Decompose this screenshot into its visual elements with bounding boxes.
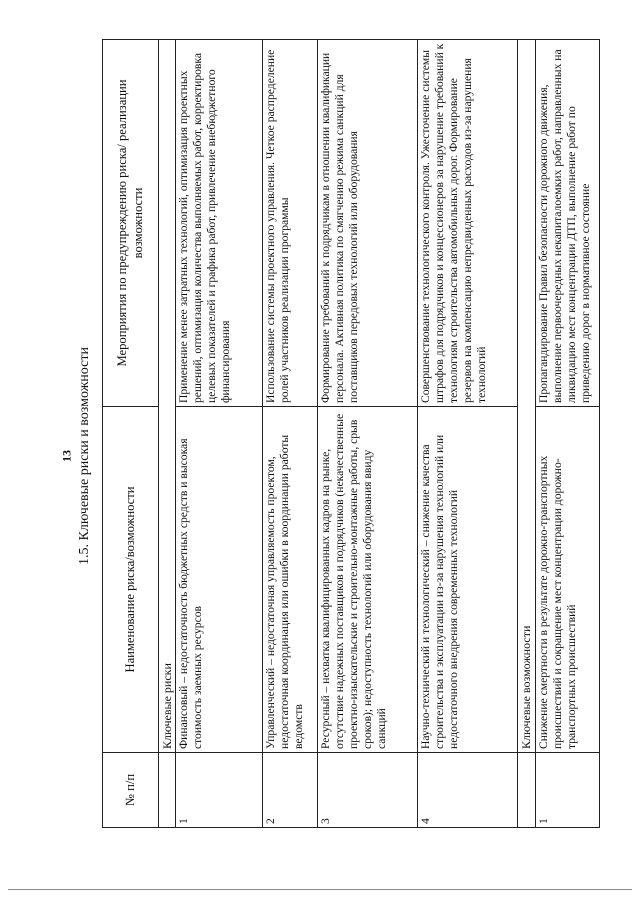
group-row-risks <box>159 40 176 828</box>
group-title-opportunities: Ключевые возможности <box>518 40 535 753</box>
risk-table <box>102 39 600 828</box>
risk-name: Ресурсный – нехватка квалифицированных кадров на рынке, отсутствие надежных поставщиков и подрядчиков (некачественные проектно-изыскательские и строительно-монтажные работы, срыв сроков); недоступность технологий или оборудования ввиду санкций <box>318 407 418 753</box>
risk-name: Финансовый – недостаточность бюджетных средств и высокая стоимость заемных ресурсов <box>176 407 263 753</box>
header-row <box>103 40 159 828</box>
header-num: № п/п <box>103 753 159 828</box>
header-name: Наименование риска/возможности <box>103 407 159 753</box>
page-number: 13 <box>59 450 74 462</box>
risk-name: Управленческий – недостаточная управляемость проектом, недостаточная координация или ошибки в координации работы ведомств <box>263 407 318 753</box>
opportunity-name: Снижение смертности в результате дорожно-транспортных происшествий и сокращение мест концентрации дорожно-транспортных происшествий <box>535 407 599 753</box>
row-num: 3 <box>318 753 418 828</box>
risk-measures: Применение менее затратных технологий, оптимизация проектных решений, оптимизация количества выполняемых работ, корректировка целевых показателей и графика работ, привлечение внебюджетного финансирования <box>176 40 263 407</box>
row-num: 4 <box>418 753 518 828</box>
table-row <box>535 40 599 828</box>
table-row <box>263 40 318 828</box>
row-num: 1 <box>176 753 263 828</box>
opportunity-measures: Пропагандирование Правил безопасности дорожного движения, выполнение первоочередных некапиталоемких работ, направленных на ликвидацию мест концентрации ДТП, выполнение работ по приведению дорог в нормативное состояние <box>535 40 599 407</box>
risk-name: Научно-технический и технологический – снижение качества строительства и эксплуатации из-за нарушения технологий или недостаточного внедрения современных технологий <box>418 407 518 753</box>
table-header <box>103 40 159 828</box>
rotated-table-container <box>102 40 590 828</box>
risk-measures: Использование системы проектного управления. Четкое распределение ролей участников реализации программы <box>263 40 318 407</box>
table-row <box>318 40 418 828</box>
risk-measures: Формирование требований к подрядчикам в отношении квалификации персонала. Активная политика по смягчению режима санкций для поставщиков передовых технологий или оборудования <box>318 40 418 407</box>
group-row-opportunities <box>518 40 535 828</box>
row-num: 1 <box>535 753 599 828</box>
page-bottom-rule <box>8 889 632 890</box>
table-row <box>176 40 263 828</box>
table-row <box>418 40 518 828</box>
risk-measures: Совершенствование технологического контроля. Ужесточение системы штрафов для подрядчиков и концессионеров за нарушение требований к технологиям строительства автомобильных дорог. Формирование резервов на компенсацию непредвиденных расходов из-за нарушения технологий <box>418 40 518 407</box>
row-num: 2 <box>263 753 318 828</box>
group-title-risks: Ключевые риски <box>159 40 176 753</box>
header-measures: Мероприятия по предупреждению риска/ реализации возможности <box>103 40 159 407</box>
section-title: 1.5. Ключевые риски и возможности <box>77 347 92 565</box>
